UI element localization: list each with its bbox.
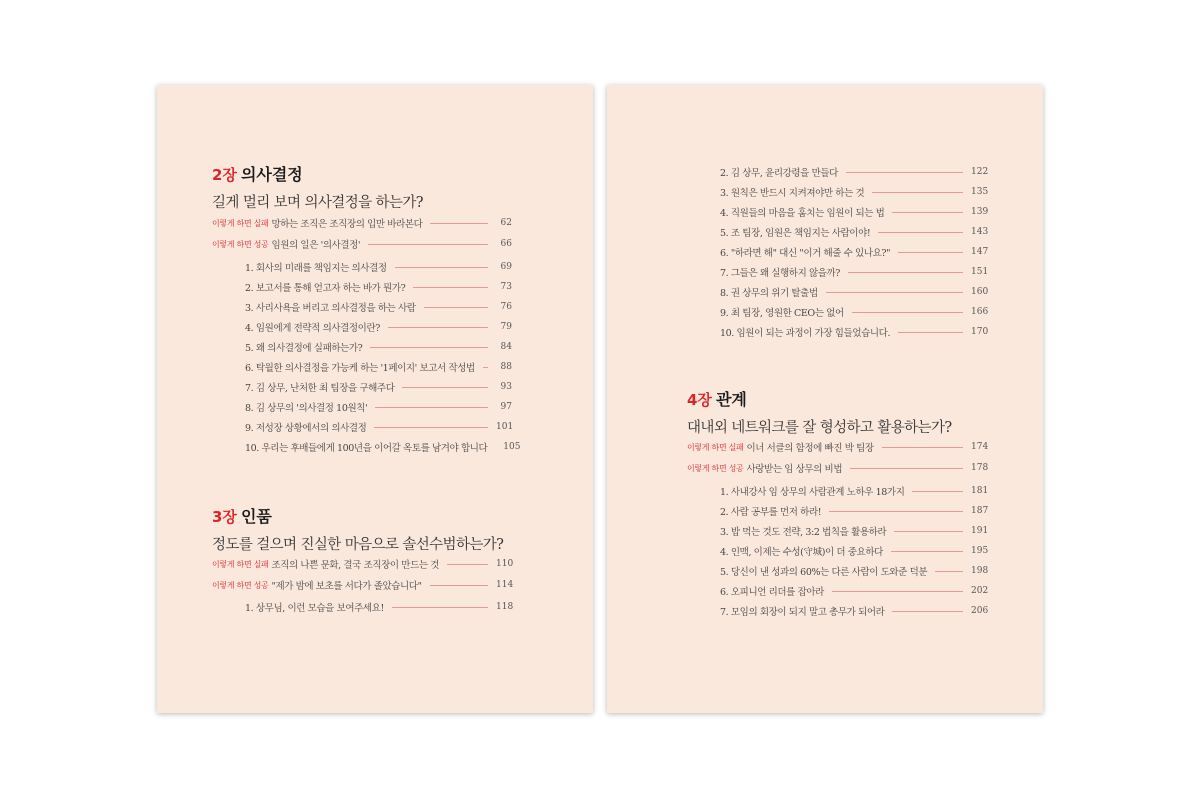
chapter-title: 인품: [240, 507, 272, 526]
entry-title: 3. 밥 먹는 것도 전략, 3:2 법칙을 활용하라: [720, 527, 887, 538]
entry-title: 4. 직원들의 마음을 훔치는 임원이 되는 법: [720, 208, 885, 219]
toc-entry[interactable]: [687, 440, 987, 454]
toc-entry[interactable]: [687, 325, 987, 339]
page-number: 191: [971, 526, 989, 536]
entry-title: 7. 모임의 회장이 되지 말고 총무가 되어라: [720, 607, 885, 618]
toc-entry[interactable]: [687, 524, 987, 538]
toc-entry[interactable]: [212, 400, 512, 414]
toc-entry[interactable]: [687, 305, 987, 319]
toc-entry[interactable]: [687, 165, 987, 179]
page-number: 178: [971, 463, 989, 473]
chapter-subtitle: 정도를 걸으며 진실한 마음으로 솔선수범하는가?: [212, 537, 504, 553]
page-number: 147: [971, 247, 989, 257]
page-number: 195: [971, 546, 989, 556]
leader-line: [848, 272, 963, 273]
toc-entry[interactable]: [212, 420, 512, 434]
page-number: 114: [496, 580, 514, 590]
page-number: 76: [500, 302, 512, 312]
entry-title: 망하는 조직은 조직장의 입만 바라본다: [271, 219, 423, 230]
entry-title: 임원의 일은 '의사결정': [271, 240, 361, 251]
leader-line: [375, 407, 488, 408]
page-number: 88: [500, 362, 512, 372]
entry-title: 3. 원칙은 반드시 지켜져야만 하는 것: [720, 188, 865, 199]
entry-title: 5. 왜 의사결정에 실패하는가?: [245, 343, 363, 354]
entry-title: 이너 서클의 함정에 빠진 박 팀장: [746, 443, 874, 454]
page-number: 118: [496, 602, 514, 612]
leader-line: [402, 387, 488, 388]
toc-entry[interactable]: [687, 584, 987, 598]
entry-title: 9. 최 팀장, 영원한 CEO는 없어: [720, 308, 844, 319]
entry-title: 10. 우리는 후배들에게 100년을 이어갈 옥토를 남겨야 합니다: [245, 443, 488, 454]
page-number: 62: [500, 218, 512, 228]
leader-line: [483, 367, 488, 368]
toc-entry[interactable]: [212, 260, 512, 274]
fail-tag: 이렇게 하면 실패: [212, 218, 269, 228]
leader-line: [846, 172, 963, 173]
page-number: 151: [971, 267, 989, 277]
toc-entry[interactable]: [687, 185, 987, 199]
leader-line: [413, 287, 488, 288]
chapter-subtitle: 길게 멀리 보며 의사결정을 하는가?: [212, 195, 423, 211]
leader-line: [850, 468, 963, 469]
leader-line: [852, 312, 963, 313]
toc-entry[interactable]: [212, 216, 512, 230]
leader-line: [882, 447, 963, 448]
leader-line: [872, 192, 963, 193]
page-number: 160: [971, 287, 989, 297]
entry-title: 6. 오피니언 리더를 잡아라: [720, 587, 824, 598]
toc-entry[interactable]: [212, 300, 512, 314]
entry-title: 4. 임원에게 전략적 의사결정이란?: [245, 323, 380, 334]
leader-line: [892, 611, 963, 612]
toc-entry[interactable]: [687, 225, 987, 239]
success-tag: 이렇게 하면 성공: [212, 580, 269, 590]
leader-line: [912, 491, 963, 492]
toc-entry[interactable]: [687, 604, 987, 618]
chapter-4-heading: [687, 392, 952, 437]
fail-tag: 이렇게 하면 실패: [212, 559, 269, 569]
entry-title: 7. 김 상무, 난처한 최 팀장을 구해주다: [245, 383, 395, 394]
entry-title: 8. 권 상무의 위기 탈출법: [720, 288, 818, 299]
entry-title: 5. 당신이 낸 성과의 60%는 다른 사람이 도와준 덕분: [720, 567, 928, 578]
page-number: 84: [500, 342, 512, 352]
entry-title: 9. 저성장 상황에서의 의사결정: [245, 423, 367, 434]
leader-line: [424, 307, 488, 308]
toc-entry[interactable]: [687, 265, 987, 279]
entry-title: 2. 사람 공부를 먼저 하라!: [720, 507, 822, 518]
toc-entry[interactable]: [212, 320, 512, 334]
toc-entry[interactable]: [687, 461, 987, 475]
page-number: 206: [971, 606, 989, 616]
page-number: 66: [500, 239, 512, 249]
chapter-number: 4장: [687, 391, 712, 409]
entry-title: "제가 밤에 보초를 서다가 졸았습니다": [271, 581, 422, 592]
entry-title: 10. 임원이 되는 과정이 가장 힘들었습니다.: [720, 328, 891, 339]
entry-title: 1. 상무님, 이런 모습을 보여주세요!: [245, 603, 384, 614]
page-number: 135: [971, 187, 989, 197]
page-number: 105: [503, 442, 521, 452]
chapter-title: 관계: [715, 390, 747, 409]
leader-line: [898, 252, 963, 253]
page-number: 97: [500, 402, 512, 412]
leader-line: [395, 267, 488, 268]
toc-entry[interactable]: [687, 504, 987, 518]
toc-entry[interactable]: [212, 440, 521, 454]
entry-title: 조직의 나쁜 문화, 결국 조직장이 만드는 것: [271, 560, 440, 571]
page-number: 198: [971, 566, 989, 576]
leader-line: [370, 347, 488, 348]
page-number: 202: [971, 586, 989, 596]
toc-entry[interactable]: [212, 360, 512, 374]
toc-entry[interactable]: [212, 280, 512, 294]
toc-entry[interactable]: [687, 285, 987, 299]
entry-title: 4. 인맥, 이제는 수성(守城)이 더 중요하다: [720, 547, 883, 558]
page-number: 110: [496, 559, 514, 569]
page-number: 69: [500, 262, 512, 272]
toc-entry[interactable]: [687, 245, 987, 259]
entry-title: 8. 김 상무의 '의사결정 10원칙': [245, 403, 368, 414]
entry-title: 2. 보고서를 통해 얻고자 하는 바가 뭔가?: [245, 283, 406, 294]
success-tag: 이렇게 하면 성공: [687, 463, 744, 473]
toc-entry[interactable]: [687, 205, 987, 219]
chapter-3-heading: [212, 509, 503, 554]
page-number: 187: [971, 506, 989, 516]
toc-entry[interactable]: [212, 557, 512, 571]
leader-line: [430, 585, 488, 586]
leader-line: [392, 607, 488, 608]
entry-title: 7. 그들은 왜 실행하지 않을까?: [720, 268, 840, 279]
page-number: 143: [971, 227, 989, 237]
toc-entry[interactable]: [212, 380, 512, 394]
page-number: 93: [500, 382, 512, 392]
leader-line: [374, 427, 488, 428]
leader-line: [935, 571, 963, 572]
page-number: 101: [496, 422, 514, 432]
leader-line: [832, 591, 963, 592]
leader-line: [447, 564, 488, 565]
fail-tag: 이렇게 하면 실패: [687, 442, 744, 452]
leader-line: [368, 244, 488, 245]
page-number: 174: [971, 442, 989, 452]
toc-entry[interactable]: [687, 544, 987, 558]
chapter-subtitle: 대내외 네트워크를 잘 형성하고 활용하는가?: [687, 420, 952, 436]
leader-line: [891, 551, 963, 552]
page-number: 170: [971, 327, 989, 337]
right-page: [607, 85, 1043, 713]
entry-title: 6. "하라면 해" 대신 "이거 해줄 수 있나요?": [720, 248, 891, 259]
entry-title: 1. 회사의 미래를 책임지는 의사결정: [245, 263, 387, 274]
page-number: 73: [500, 282, 512, 292]
leader-line: [430, 223, 488, 224]
toc-entry[interactable]: [212, 340, 512, 354]
success-tag: 이렇게 하면 성공: [212, 239, 269, 249]
chapter-number: 2장: [212, 166, 237, 184]
leader-line: [388, 327, 488, 328]
toc-entry[interactable]: [212, 237, 512, 251]
chapter-title: 의사결정: [240, 165, 303, 184]
leader-line: [892, 212, 963, 213]
entry-title: 6. 탁월한 의사결정을 가능케 하는 '1페이지' 보고서 작성법: [245, 363, 475, 374]
leader-line: [829, 511, 963, 512]
entry-title: 5. 조 팀장, 임원은 책임지는 사람이야!: [720, 228, 871, 239]
left-page: [157, 85, 593, 713]
page-number: 122: [971, 167, 989, 177]
entry-title: 사랑받는 임 상무의 비법: [746, 464, 843, 475]
page-number: 181: [971, 486, 989, 496]
leader-line: [826, 292, 963, 293]
toc-entry[interactable]: [687, 564, 987, 578]
leader-line: [878, 232, 963, 233]
entry-title: 2. 김 상무, 윤리강령을 만들다: [720, 168, 838, 179]
chapter-number: 3장: [212, 508, 237, 526]
page-number: 79: [500, 322, 512, 332]
leader-line: [894, 531, 963, 532]
toc-entry[interactable]: [212, 600, 512, 614]
entry-title: 1. 사내강사 임 상무의 사람관계 노하우 18가지: [720, 487, 905, 498]
entry-title: 3. 사리사욕을 버리고 의사결정을 하는 사람: [245, 303, 416, 314]
toc-entry[interactable]: [212, 578, 512, 592]
chapter-2-heading: [212, 167, 423, 212]
page-number: 139: [971, 207, 989, 217]
leader-line: [898, 332, 963, 333]
page-number: 166: [971, 307, 989, 317]
toc-entry[interactable]: [687, 484, 987, 498]
